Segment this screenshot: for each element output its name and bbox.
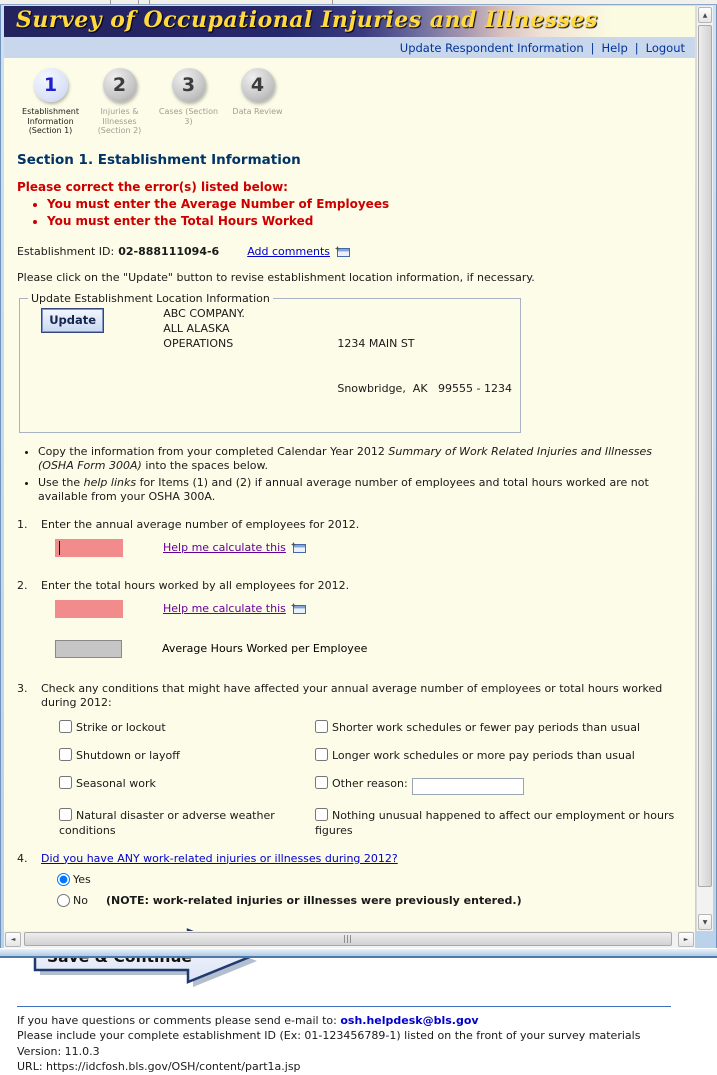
other-reason-checkbox[interactable] (315, 776, 328, 789)
condition-shutdown (59, 748, 315, 763)
error-block (17, 180, 695, 228)
help-calculate-link-2[interactable]: Help me calculate this (163, 601, 286, 615)
question-2 (17, 579, 695, 618)
instruction-bullet-2: • Use the help links for Items (1) and (2) if annual average number of employees and total hours worked are not available from your OSHA 300A. (38, 476, 679, 504)
instruction-bullets (24, 445, 679, 504)
establishment-address (337, 306, 512, 426)
footer-divider (17, 1006, 671, 1007)
top-nav (4, 37, 695, 58)
step-establishment (16, 68, 85, 136)
company-name-line2: ALL ALASKA OPERATIONS (163, 321, 234, 350)
helpdesk-email-link[interactable]: osh.helpdesk@bls.gov (340, 1013, 479, 1027)
step-2-circle[interactable]: 2 (103, 68, 137, 102)
footer (17, 1013, 695, 1075)
footer-url: URL: https://idcfosh.bls.gov/OSH/content/part1a.jsp (17, 1060, 301, 1073)
horizontal-scrollbar[interactable] (4, 931, 695, 948)
average-hours-readonly-field (55, 640, 122, 658)
survey-page (4, 6, 695, 1073)
update-button[interactable]: Update (42, 309, 103, 332)
location-fieldset (19, 292, 521, 433)
total-hours-input[interactable] (55, 600, 123, 618)
new-window-icon[interactable] (291, 542, 306, 553)
nav-separator: | (590, 40, 595, 55)
address-line2: Snowbridge, AK 99555 - 1234 (337, 381, 512, 395)
yes-radio[interactable] (57, 873, 70, 886)
instruction-bullet-1: • Copy the information from your completed Calendar Year 2012 Summary of Work Related Injuries and Illnesses (OSHA Form 300A) into the spaces below. (38, 445, 679, 473)
step-data-review (223, 68, 292, 136)
injuries-question-link[interactable]: Did you have ANY work-related injuries or illnesses during 2012? (41, 851, 398, 865)
error-heading: Please correct the error(s) listed below: (17, 179, 288, 194)
vertical-scrollbar[interactable] (696, 6, 713, 931)
seasonal-checkbox[interactable] (59, 776, 72, 789)
footer-version: Version: 11.0.3 (17, 1044, 100, 1058)
question-2-number: 2. (17, 578, 28, 592)
question-4-number: 4. (17, 851, 28, 865)
step-injuries (85, 68, 154, 136)
window-top-strip (0, 0, 717, 5)
step-4-label: Data Review (232, 107, 283, 116)
no-radio[interactable] (57, 894, 70, 907)
question-4 (17, 852, 695, 908)
question-3 (17, 682, 695, 838)
question-2-text: Enter the total hours worked by all employees for 2012. (41, 578, 350, 592)
condition-nothing (315, 808, 695, 838)
condition-other (315, 776, 695, 795)
new-window-icon[interactable] (291, 603, 306, 614)
no-label: No (73, 893, 88, 907)
conditions-checkbox-grid (59, 720, 695, 838)
nothing-unusual-checkbox[interactable] (315, 808, 328, 821)
app-title: Survey of Occupational Injuries and Illnesses (16, 7, 598, 33)
help-calculate-link-1[interactable]: Help me calculate this (163, 540, 286, 554)
strike-label: Strike or lockout (76, 720, 166, 734)
step-3-label: Cases (Section 3) (158, 107, 219, 126)
establishment-id-label: Establishment ID: (17, 244, 115, 258)
establishment-id-value: 02-888111094-6 (118, 244, 220, 258)
scroll-right-button[interactable]: ► (678, 932, 694, 947)
error-item: • You must enter the Average Number of Employees (47, 197, 695, 211)
condition-seasonal (59, 776, 315, 795)
company-name-line1: ABC COMPANY. (163, 306, 245, 320)
header-banner (4, 6, 695, 37)
step-4-circle[interactable]: 4 (241, 68, 275, 102)
condition-shorter (315, 720, 695, 735)
address-line1: 1234 MAIN ST (337, 336, 415, 350)
avg-employees-input[interactable] (55, 539, 123, 557)
shorter-schedules-label: Shorter work schedules or fewer pay periods than usual (332, 720, 641, 734)
question-1-text: Enter the annual average number of employees for 2012. (41, 517, 360, 531)
average-hours-label: Average Hours Worked per Employee (162, 642, 368, 655)
update-instruction: Please click on the "Update" button to revise establishment location information, if necessary. (17, 270, 535, 284)
other-reason-input[interactable] (412, 778, 524, 795)
step-1-label: Establishment Information (Section 1) (22, 107, 79, 135)
seasonal-label: Seasonal work (76, 776, 156, 790)
other-reason-label: Other reason: (332, 776, 408, 790)
longer-schedules-label: Longer work schedules or more pay periods than usual (332, 748, 635, 762)
add-comments-link[interactable]: Add comments (247, 244, 330, 258)
progress-steps (16, 68, 695, 136)
footer-id-line: Please include your complete establishment ID (Ex: 01-123456789-1) listed on the front of your survey materials (17, 1029, 641, 1042)
nav-separator: | (634, 40, 639, 55)
previously-entered-note: (NOTE: work-related injuries or illnesses were previously entered.) (105, 893, 522, 907)
yes-radio-row (57, 873, 695, 887)
average-hours-row (55, 640, 695, 658)
disaster-checkbox[interactable] (59, 808, 72, 821)
condition-longer (315, 748, 695, 763)
update-respondent-link[interactable]: Update Respondent Information (399, 40, 584, 55)
scroll-up-button[interactable]: ▲ (698, 7, 712, 23)
longer-schedules-checkbox[interactable] (315, 748, 328, 761)
window-bottom-border (0, 948, 717, 958)
establishment-name (163, 306, 295, 351)
horizontal-scroll-thumb[interactable] (24, 932, 672, 946)
step-cases (154, 68, 223, 136)
page-title: Section 1. Establishment Information (17, 151, 301, 168)
scroll-left-button[interactable]: ◄ (5, 932, 21, 947)
question-3-text: Check any conditions that might have affected your annual average number of employees or total hours worked during 2012: (41, 681, 663, 709)
establishment-id-row (17, 245, 695, 258)
footer-contact-line: If you have questions or comments please send e-mail to: osh.helpdesk@bls.gov (17, 1013, 479, 1027)
scroll-thumb-grip (344, 935, 353, 943)
shorter-schedules-checkbox[interactable] (315, 720, 328, 733)
step-2-label: Injuries & Illnesses (Section 2) (97, 107, 142, 135)
question-1-number: 1. (17, 517, 28, 531)
shutdown-checkbox[interactable] (59, 748, 72, 761)
strike-checkbox[interactable] (59, 720, 72, 733)
condition-strike (59, 720, 315, 735)
step-1-circle[interactable]: 1 (34, 68, 68, 102)
yes-label: Yes (73, 872, 91, 886)
text-cursor (59, 541, 60, 555)
question-1 (17, 518, 695, 557)
disaster-label: Natural disaster or adverse weather conditions (59, 808, 275, 837)
location-legend: Update Establishment Location Information (31, 291, 270, 305)
logout-link[interactable]: Logout (645, 40, 685, 55)
question-3-number: 3. (17, 681, 28, 695)
error-item: • You must enter the Total Hours Worked (47, 214, 695, 228)
shutdown-label: Shutdown or layoff (76, 748, 180, 762)
nothing-unusual-label: Nothing unusual happened to affect our employment or hours figures (315, 808, 675, 837)
new-window-icon[interactable] (335, 246, 350, 257)
scroll-down-button[interactable]: ▼ (698, 914, 712, 930)
help-link[interactable]: Help (601, 40, 628, 55)
no-radio-row (57, 894, 695, 908)
vertical-scroll-thumb[interactable] (698, 25, 712, 887)
step-3-circle[interactable]: 3 (172, 68, 206, 102)
condition-disaster (59, 808, 315, 838)
